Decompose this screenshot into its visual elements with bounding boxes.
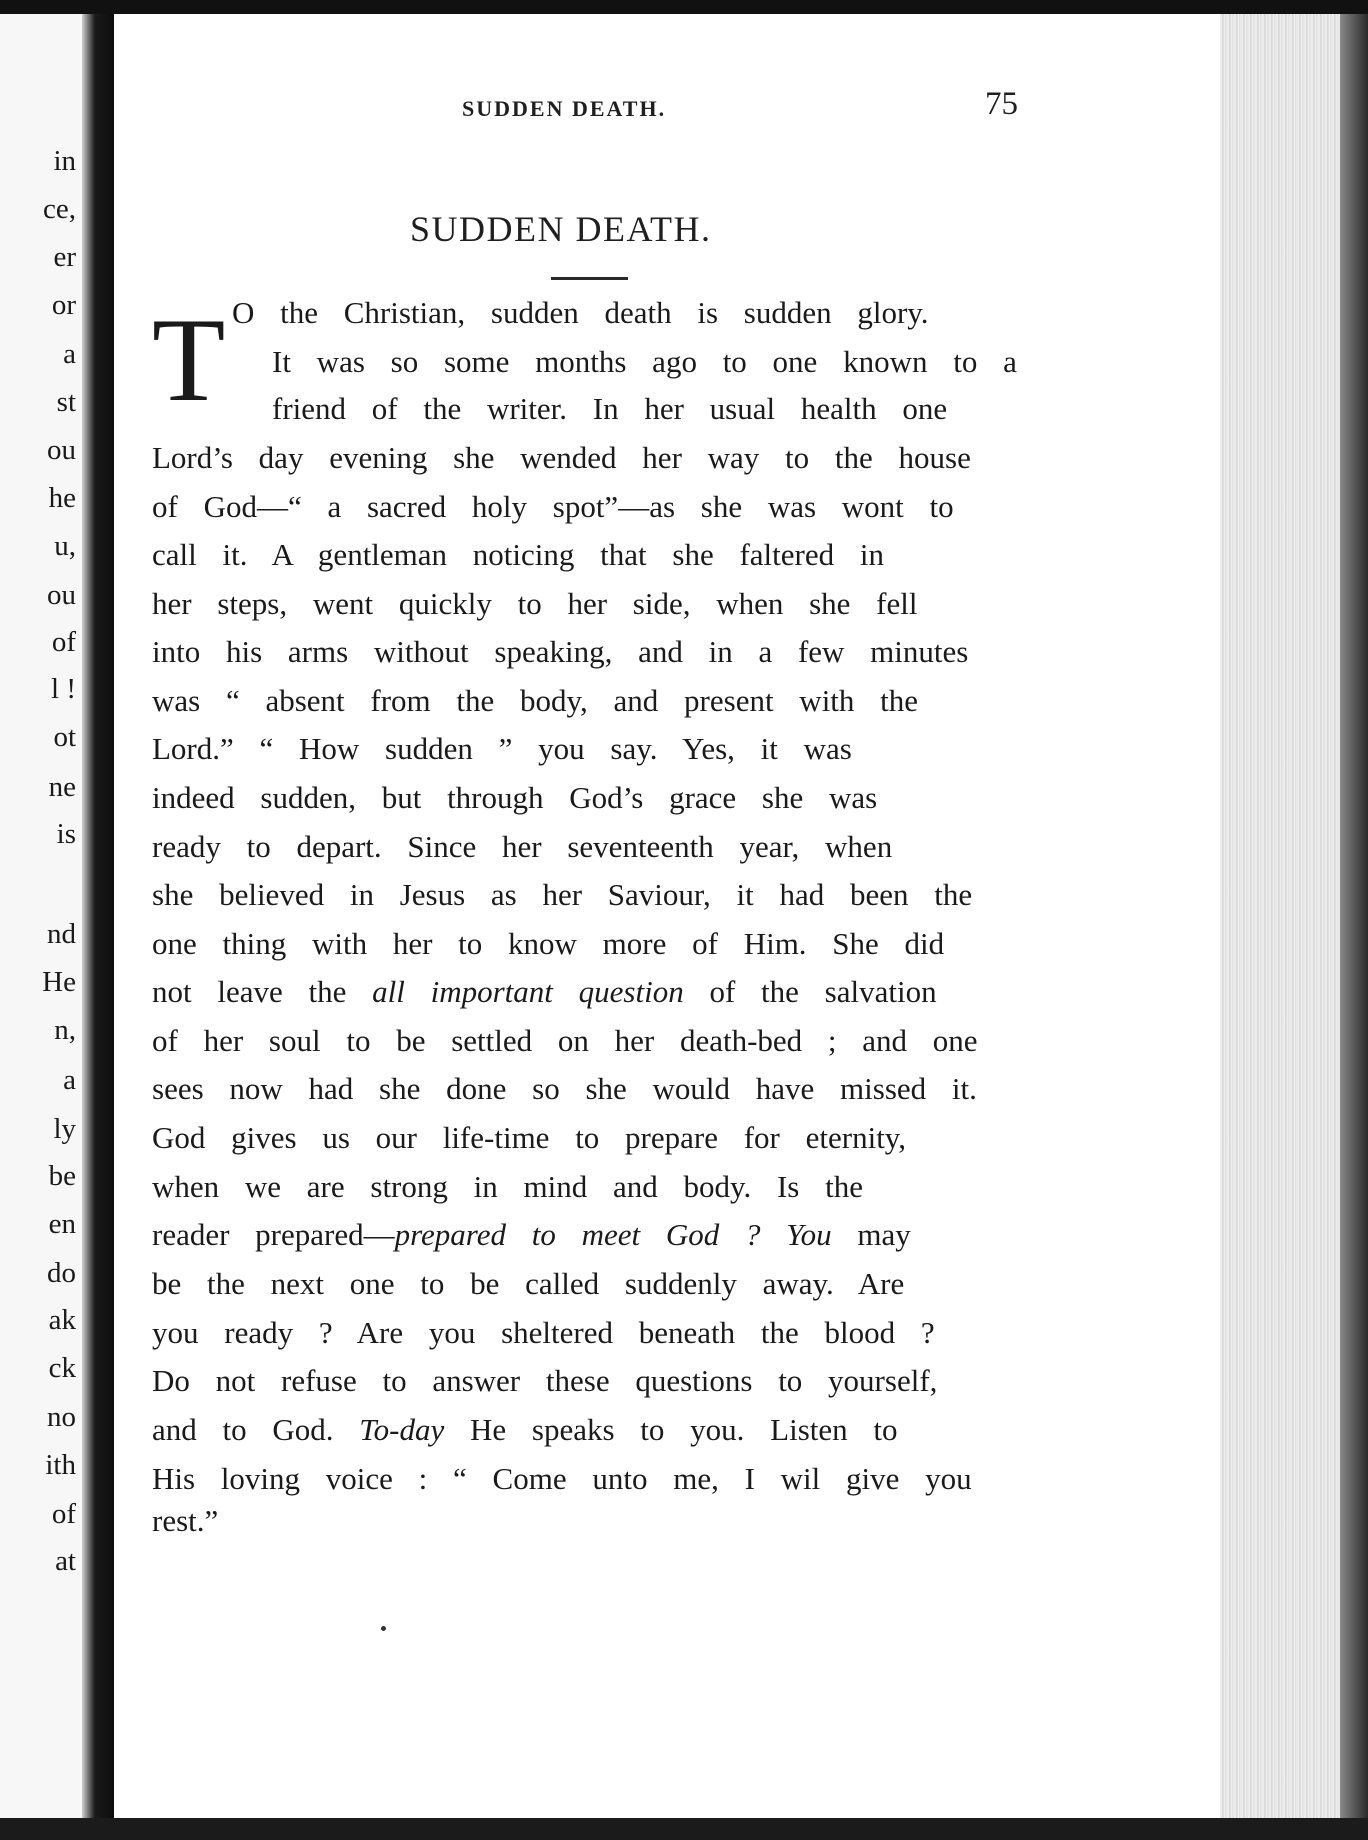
scan-top-border	[0, 0, 1368, 14]
text-line	[232, 297, 929, 328]
facing-page-fragment: ith	[45, 1449, 76, 1481]
facing-page-fragment: ne	[48, 771, 76, 803]
italic-text: all important question	[372, 974, 684, 1009]
facing-page-fragment: ck	[48, 1352, 76, 1384]
text-segment: sees now had she done so she would have missed it.	[152, 1071, 977, 1106]
text-line	[152, 1365, 937, 1396]
title-rule	[551, 277, 628, 280]
text-line	[152, 588, 918, 619]
text-segment: one thing with her to know more of Him. She did	[152, 926, 945, 961]
facing-page-fragment: a	[63, 1064, 76, 1096]
text-line	[152, 782, 877, 813]
text-segment: she believed in Jesus as her Saviour, it had been the	[152, 877, 973, 912]
text-segment: call it. A gentleman noticing that she faltered in	[152, 537, 884, 572]
text-line	[152, 733, 852, 764]
facing-page-fragment: be	[48, 1160, 76, 1192]
running-head: SUDDEN DEATH.	[462, 96, 667, 121]
text-segment: God gives us our life-time to prepare for eternity,	[152, 1120, 907, 1155]
text-line	[152, 636, 968, 667]
text-segment: It was so some months ago to one known to a	[272, 344, 1017, 379]
facing-page-fragment: u,	[54, 530, 76, 562]
page-number: 75	[985, 86, 1018, 122]
text-segment: when we are strong in mind and body. Is the	[152, 1169, 863, 1204]
text-segment: indeed sudden, but through God’s grace she was	[152, 780, 878, 815]
text-line	[152, 976, 937, 1007]
facing-page-fragment: in	[53, 145, 76, 177]
text-line	[152, 685, 918, 716]
text-segment: be the next one to be called suddenly away. Are	[152, 1266, 905, 1301]
facing-page-fragment: ot	[53, 721, 76, 753]
facing-page-fragment: he	[48, 482, 76, 514]
text-segment: Lord.” “ How sudden ” you say. Yes, it was	[152, 731, 852, 766]
facing-page-fragment: st	[56, 386, 76, 418]
facing-page-fragment: en	[48, 1208, 76, 1240]
scan-bottom-border	[0, 1818, 1368, 1840]
text-line	[152, 1414, 898, 1445]
facing-page-fragment: of	[51, 626, 76, 658]
drop-cap: T	[152, 293, 226, 426]
text-line	[152, 1025, 978, 1056]
text-segment: not leave the	[152, 974, 373, 1009]
facing-page-fragment: is	[56, 818, 76, 850]
text-segment: rest.”	[152, 1503, 219, 1538]
facing-page-fragment: n,	[54, 1014, 76, 1046]
text-segment: into his arms without speaking, and in a few minutes	[152, 634, 969, 669]
text-line	[272, 393, 947, 424]
book-page	[114, 14, 1220, 1818]
facing-page-fragment: ce,	[43, 193, 76, 225]
facing-page-fragment: or	[51, 289, 76, 321]
italic-text: To-day	[359, 1412, 445, 1447]
facing-page-fragment: ou	[47, 579, 76, 611]
text-segment: O the Christian, sudden death is sudden glory.	[232, 295, 929, 330]
text-line	[272, 346, 1017, 377]
text-segment: reader prepared—	[152, 1217, 395, 1252]
text-segment: of the salvation	[683, 974, 937, 1009]
text-line	[152, 1317, 935, 1348]
text-segment: Do not refuse to answer these questions to yourself,	[152, 1363, 938, 1398]
text-line	[152, 879, 972, 910]
text-segment: ready to depart. Since her seventeenth year, when	[152, 829, 893, 864]
text-segment: her steps, went quickly to her side, when she fell	[152, 586, 918, 621]
text-segment: of her soul to be settled on her death-bed ; and one	[152, 1023, 978, 1058]
text-segment: of God—“ a sacred holy spot”—as she was wont to	[152, 489, 954, 524]
text-segment: friend of the writer. In her usual health one	[272, 391, 948, 426]
facing-page-fragment: He	[42, 966, 76, 998]
book-cover-edge	[1340, 14, 1368, 1818]
facing-page-fragment: ak	[48, 1304, 76, 1336]
text-line	[152, 1171, 863, 1202]
facing-page-fragment: at	[55, 1545, 76, 1577]
text-line	[152, 1073, 977, 1104]
text-line	[152, 1505, 218, 1536]
text-segment: you ready ? Are you sheltered beneath the blood ?	[152, 1315, 935, 1350]
facing-page-fragment: l !	[51, 673, 76, 705]
facing-page-fragment: nd	[47, 918, 76, 950]
text-line	[152, 1219, 911, 1250]
print-speck	[381, 1626, 386, 1631]
text-segment: He speaks to you. Listen to	[444, 1412, 898, 1447]
text-line	[152, 1122, 906, 1153]
text-segment: His loving voice : “ Come unto me, I wil give you	[152, 1461, 972, 1496]
facing-page-fragment: ou	[47, 434, 76, 466]
text-line	[152, 831, 892, 862]
chapter-title: SUDDEN DEATH.	[410, 209, 712, 249]
facing-page-fragment: of	[51, 1498, 76, 1530]
text-line	[152, 491, 954, 522]
facing-page-fragment: ly	[53, 1113, 76, 1145]
text-line	[152, 442, 971, 473]
facing-page-fragment: no	[47, 1401, 76, 1433]
text-line	[152, 1463, 972, 1494]
text-segment: was “ absent from the body, and present with the	[152, 683, 919, 718]
book-gutter	[82, 14, 114, 1818]
text-line	[152, 1268, 904, 1299]
facing-page-edge	[0, 14, 82, 1818]
text-segment: Lord’s day evening she wended her way to the house	[152, 440, 971, 475]
text-segment: may	[831, 1217, 911, 1252]
italic-text: prepared to meet God ? You	[394, 1217, 832, 1252]
facing-page-fragment: a	[63, 338, 76, 370]
text-line	[152, 539, 884, 570]
facing-page-fragment: do	[47, 1257, 76, 1289]
text-line	[152, 928, 944, 959]
facing-page-fragment: er	[53, 241, 76, 273]
text-segment: and to God.	[152, 1412, 360, 1447]
